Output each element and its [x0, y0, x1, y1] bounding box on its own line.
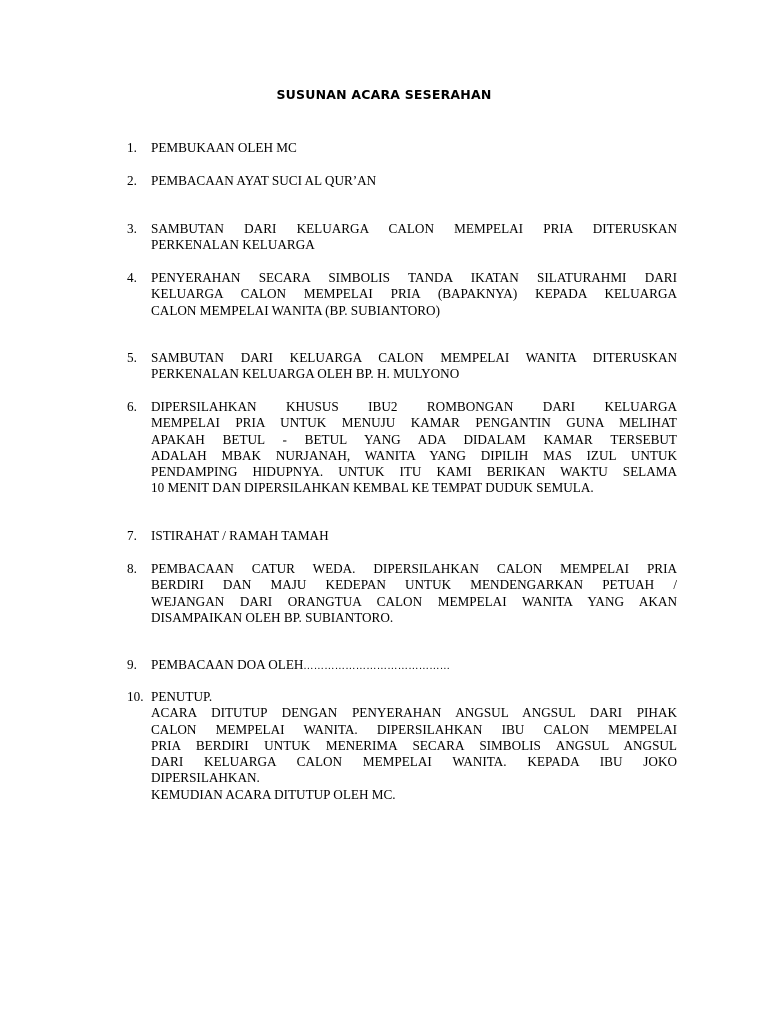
item-number: 1. [127, 140, 137, 155]
item-number: 6. [127, 399, 137, 414]
list-item [127, 350, 677, 383]
item-text [151, 173, 677, 189]
item-line: DARI KELUARGA CALON MEMPELAI WANITA. KEPADA IBU JOKO [151, 754, 677, 770]
item-text [151, 561, 677, 626]
item-number: 10. [127, 689, 144, 704]
item-line: SAMBUTAN DARI KELUARGA CALON MEMPELAI PRIA DITERUSKAN [151, 221, 677, 236]
item-line: KELUARGA CALON MEMPELAI PRIA (BAPAKNYA) KEPADA KELUARGA [151, 286, 677, 302]
item-line: PERKENALAN KELUARGA OLEH BP. H. MULYONO [151, 366, 460, 382]
item-line: PENDAMPING HIDUPNYA. UNTUK ITU KAMI BERIKAN WAKTU SELAMA [151, 464, 677, 480]
item-number: 9. [127, 657, 137, 672]
item-line: PENUTUP. [151, 689, 213, 704]
item-number: 7. [127, 528, 137, 543]
list-item [127, 528, 677, 544]
item-text [151, 221, 677, 254]
item-line: ACARA DITUTUP DENGAN PENYERAHAN ANGSUL ANGSUL DARI PIHAK [151, 705, 677, 721]
list-item [127, 140, 677, 156]
item-text [151, 140, 677, 156]
item-line: PEMBACAAN CATUR WEDA. DIPERSILAHKAN CALON MEMPELAI PRIA [151, 561, 677, 576]
item-line: ADALAH MBAK NURJANAH, WANITA YANG DIPILIH MAS IZUL UNTUK [151, 447, 677, 463]
item-line: MEMPELAI PRIA UNTUK MENUJU KAMAR PENGANTIN GUNA MELIHAT [151, 415, 677, 431]
item-text [151, 657, 677, 675]
item-line: BERDIRI DAN MAJU KEDEPAN UNTUK MENDENGARKAN PETUAH / [151, 577, 677, 593]
list-item [127, 173, 677, 189]
fill-in-dots: …………………………………… [303, 661, 451, 672]
list-item [127, 399, 677, 497]
item-number: 3. [127, 221, 137, 236]
list-item [127, 657, 677, 675]
item-line: APAKAH BETUL - BETUL YANG ADA DIDALAM KAMAR TERSEBUT [151, 431, 677, 447]
item-line: 10 MENIT DAN DIPERSILAHKAN KEMBAL KE TEMPAT DUDUK SEMULA. [151, 480, 594, 496]
item-line: CALON MEMPELAI WANITA (BP. SUBIANTORO) [151, 302, 440, 318]
item-text [151, 528, 677, 544]
item-line: WEJANGAN DARI ORANGTUA CALON MEMPELAI WANITA YANG AKAN [151, 593, 677, 609]
item-line: PEMBUKAAN OLEH MC [151, 140, 297, 155]
list-item [127, 689, 677, 803]
item-number: 2. [127, 173, 137, 188]
item-line: CALON MEMPELAI WANITA. DIPERSILAHKAN IBU CALON MEMPELAI [151, 721, 677, 737]
item-line: KEMUDIAN ACARA DITUTUP OLEH MC. [151, 786, 396, 802]
item-line: ISTIRAHAT / RAMAH TAMAH [151, 528, 329, 543]
list-item [127, 561, 677, 626]
item-line: PRIA BERDIRI UNTUK MENERIMA SECARA SIMBOLIS ANGSUL ANGSUL [151, 737, 677, 753]
item-number: 5. [127, 350, 137, 365]
item-line: DIPERSILAHKAN. [151, 770, 260, 786]
item-line: DIPERSILAHKAN KHUSUS IBU2 ROMBONGAN DARI KELUARGA [151, 399, 677, 414]
item-number: 4. [127, 270, 137, 285]
item-line: PERKENALAN KELUARGA [151, 237, 315, 253]
item-line: PENYERAHAN SECARA SIMBOLIS TANDA IKATAN SILATURAHMI DARI [151, 270, 677, 285]
item-text [151, 399, 677, 497]
item-line: PEMBACAAN DOA OLEH [151, 657, 304, 672]
item-text [151, 270, 677, 319]
item-text [151, 689, 677, 803]
item-number: 8. [127, 561, 137, 576]
list-item [127, 270, 677, 319]
item-line: DISAMPAIKAN OLEH BP. SUBIANTORO. [151, 609, 394, 625]
item-line: SAMBUTAN DARI KELUARGA CALON MEMPELAI WANITA DITERUSKAN [151, 350, 677, 365]
item-text [151, 350, 677, 383]
list-item [127, 221, 677, 254]
document-title: SUSUNAN ACARA SESERAHAN [276, 87, 492, 102]
item-line: PEMBACAAN AYAT SUCI AL QUR’AN [151, 173, 377, 188]
